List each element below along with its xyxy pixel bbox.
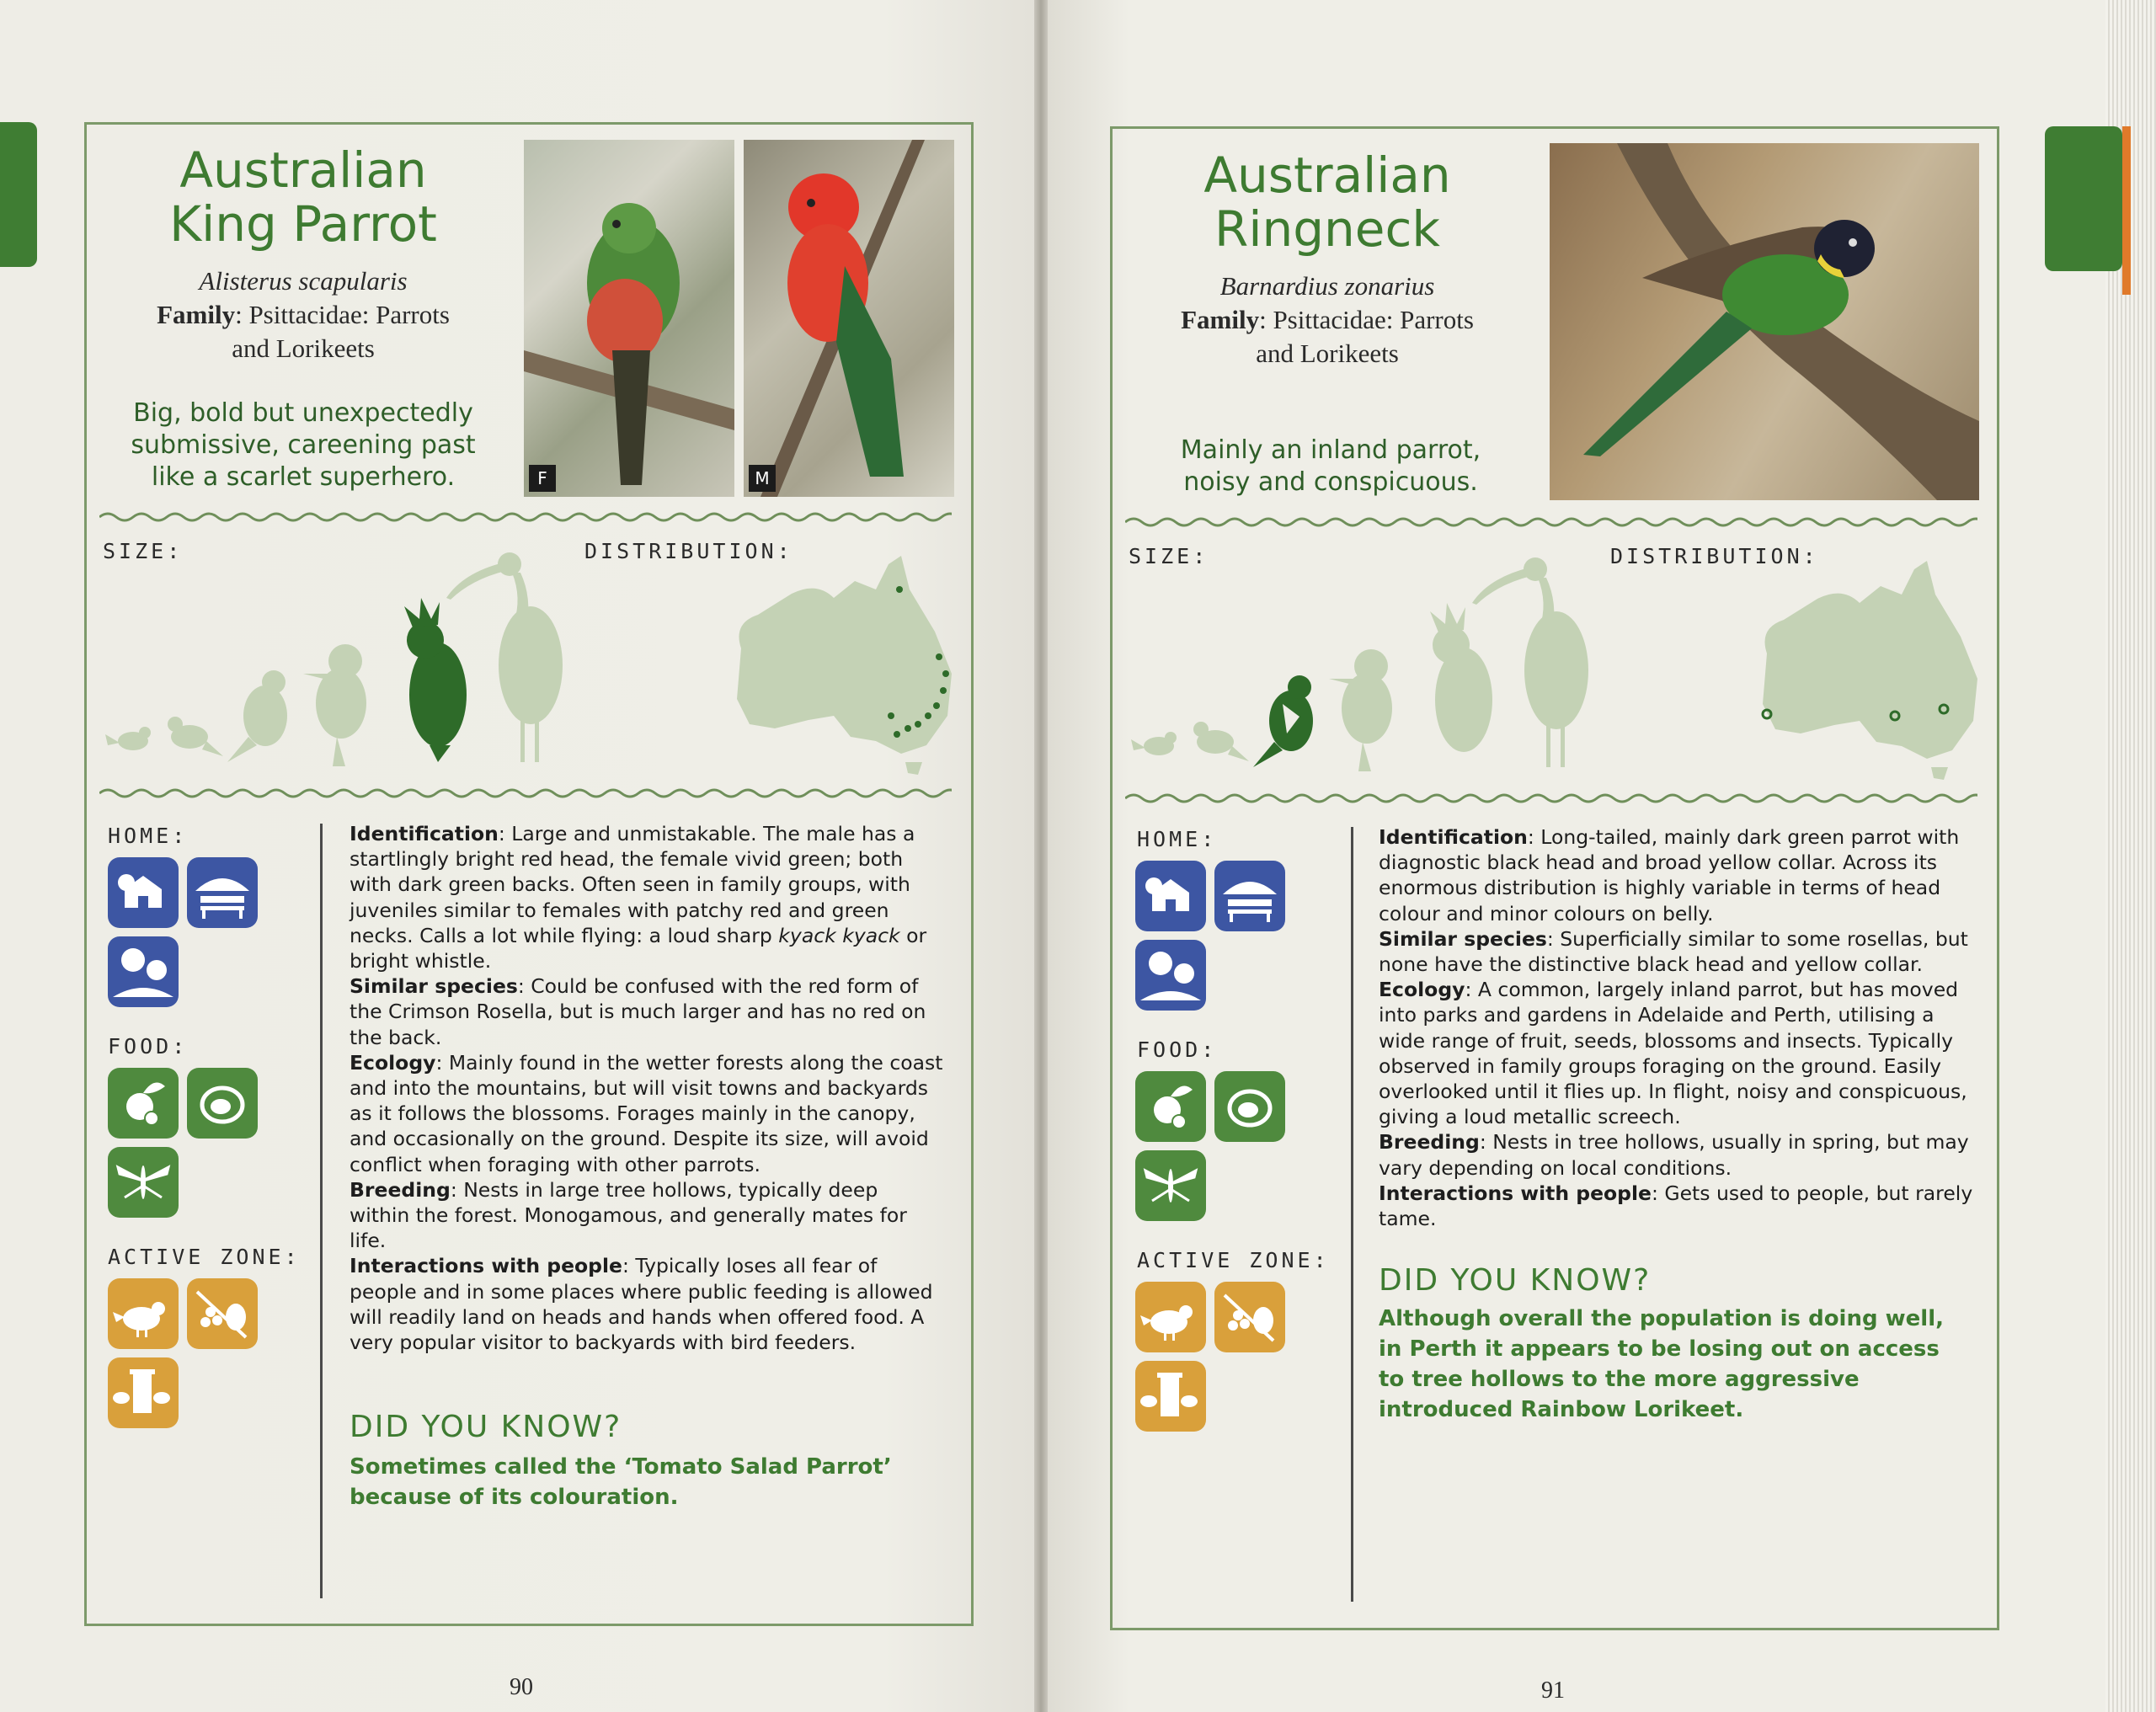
section-tab-left (0, 122, 37, 267)
canopy-berries-icon (1214, 1282, 1285, 1352)
king-parrot-male-illustration (744, 140, 954, 497)
wavy-divider-bottom (1125, 792, 1977, 805)
page-number-left: 90 (510, 1674, 533, 1700)
did-you-know-heading: DID YOU KNOW? (350, 1410, 622, 1444)
fruit-blossom-icon (1135, 1071, 1206, 1142)
woodland-icon (108, 936, 179, 1007)
silhouette-magpie-highlighted (1253, 675, 1313, 767)
house-garden-icon (1135, 861, 1206, 931)
distribution-map (707, 547, 960, 775)
seed-icon (187, 1068, 258, 1139)
taxonomy-block (101, 264, 505, 365)
canopy-berries-icon (187, 1278, 258, 1349)
title-line-1: Australian (1203, 147, 1451, 204)
book-gutter (1034, 0, 1048, 1712)
distribution-map (1733, 552, 1986, 780)
taxonomy-block (1125, 269, 1529, 371)
did-you-know-text: Sometimes called the ‘Tomato Salad Parrot’ because of its colouration. (350, 1454, 892, 1510)
wavy-divider-top (99, 510, 952, 524)
silhouette-finch (168, 717, 223, 756)
page-number-right: 91 (1541, 1677, 1565, 1704)
silhouette-cockatoo-highlighted (404, 598, 467, 762)
size-label: SIZE: (1129, 544, 1209, 568)
king-parrot-female-illustration (524, 140, 734, 497)
page-edge-color-marker (2122, 126, 2131, 295)
tagline: Mainly an inland parrot, noisy and conspicuous. (1180, 435, 1481, 497)
insect-icon (1135, 1150, 1206, 1221)
silhouette-finch (1193, 722, 1249, 761)
tagline: Big, bold but unexpectedly submissive, careening past like a scarlet superhero. (131, 398, 476, 492)
title-line-2: Ringneck (1214, 200, 1440, 258)
ringneck-illustration (1550, 143, 1979, 500)
park-bench-icon (1214, 861, 1285, 931)
ground-bird-icon (108, 1278, 179, 1349)
silhouette-ibis (1472, 557, 1588, 767)
identification-paragraph: Identification: Long-tailed, mainly dark green parrot with diagnostic black head and broad yellow collar. Across its enormous distribution is highly variable in terms of head colour and minor colours on belly. (1379, 825, 1960, 925)
silhouette-small-bird (1131, 732, 1177, 755)
title-line-2: King Parrot (169, 195, 437, 253)
silhouette-kookaburra (303, 644, 366, 766)
photo-male (744, 140, 954, 497)
bird-feeder-icon (108, 1357, 179, 1428)
column-divider (1351, 827, 1353, 1602)
species-description (350, 821, 943, 1355)
home-label: HOME: (108, 824, 189, 848)
ground-bird-icon (1135, 1282, 1206, 1352)
woodland-icon (1135, 940, 1206, 1011)
home-label: HOME: (1137, 827, 1218, 851)
silhouette-ibis (446, 552, 563, 762)
breeding-paragraph: Breeding: Nests in large tree hollows, typically deep within the forest. Monogamous, and generally mates for life. (350, 1177, 907, 1253)
did-you-know-heading: DID YOU KNOW? (1379, 1263, 1652, 1298)
column-divider (320, 824, 323, 1598)
photo-badge-male: M (749, 465, 776, 492)
species-title (1125, 148, 1529, 256)
food-label: FOOD: (108, 1034, 189, 1059)
scientific-name: Alisterus scapularis (199, 266, 408, 296)
size-label: SIZE: (103, 539, 184, 563)
photo-badge-female: F (529, 465, 556, 492)
identification-paragraph: Identification: Large and unmistakable. The male has a startlingly bright red head, the female vivid green; both with dark green backs. Often seen in family groups, with juveniles similar to females with patchy red and green necks. Calls a lot while flying: a loud sharp kyack kyack or bright whistle. (350, 822, 927, 973)
distribution-label: DISTRIBUTION: (584, 539, 793, 563)
distribution-label: DISTRIBUTION: (1610, 544, 1819, 568)
scientific-name: Barnardius zonarius (1219, 271, 1435, 301)
wavy-divider-top (1125, 515, 1977, 529)
family-value: : Psittacidae: Parrots (235, 300, 450, 329)
bird-feeder-icon (1135, 1361, 1206, 1432)
similar-species-paragraph: Similar species: Superficially similar to some rosellas, but none have the distinctive black head and yellow collar. (1379, 926, 1968, 977)
seed-icon (1214, 1071, 1285, 1142)
photo-female (524, 140, 734, 497)
ecology-paragraph: Ecology: A common, largely inland parrot, but has moved into parks and gardens in Adelaide and Perth, utilising a wide range of fruit, seeds, blossoms and insects. Typically observed in family groups foraging on the ground. Easily overlooked until it flies up. In flight, noisy and conspicuous, giving a loud metallic screech. (1379, 978, 1967, 1129)
family-value-line-2: and Lorikeets (1256, 339, 1399, 368)
wavy-divider-bottom (99, 787, 952, 800)
ecology-paragraph: Ecology: Mainly found in the wetter forests along the coast and into the mountains, but will visit towns and backyards as it follows the blossoms. Forages mainly in the canopy, and occasionally on the ground. Despite its size, will avoid conflict when foraging with other parrots. (350, 1050, 943, 1176)
active-zone-label: ACTIVE ZONE: (108, 1245, 301, 1269)
silhouette-cockatoo (1430, 603, 1492, 752)
similar-species-paragraph: Similar species: Could be confused with the red form of the Crimson Rosella, but is much larger and has no red on the back. (350, 974, 926, 1049)
active-zone-label: ACTIVE ZONE: (1137, 1248, 1330, 1272)
park-bench-icon (187, 857, 258, 928)
house-garden-icon (108, 857, 179, 928)
section-tab-right (2045, 126, 2122, 271)
size-comparison-silhouettes (1127, 552, 1598, 780)
interactions-paragraph: Interactions with people: Typically loses all fear of people and in some places where public feeding is allowed will readily land on heads and hands when offered food. A very popular visitor to backyards with bird feeders. (350, 1254, 933, 1355)
photo-ringneck (1550, 143, 1979, 500)
insect-icon (108, 1147, 179, 1218)
silhouette-kookaburra (1329, 649, 1392, 771)
silhouette-magpie (227, 670, 287, 762)
species-title (101, 143, 505, 251)
fruit-blossom-icon (108, 1068, 179, 1139)
family-value-line-2: and Lorikeets (232, 333, 375, 363)
species-description (1379, 824, 1978, 1231)
silhouette-small-bird (105, 727, 151, 750)
title-line-1: Australian (179, 141, 427, 199)
interactions-paragraph: Interactions with people: Gets used to people, but rarely tame. (1379, 1181, 1973, 1231)
family-label: Family (157, 300, 236, 329)
food-label: FOOD: (1137, 1037, 1218, 1062)
family-value: : Psittacidae: Parrots (1259, 305, 1474, 334)
did-you-know-text: Although overall the population is doing well, in Perth it appears to be losing out on access to tree hollows to the more aggressive introduced Rainbow Lorikeet. (1379, 1306, 1944, 1422)
size-comparison-silhouettes (101, 547, 573, 775)
family-label: Family (1181, 305, 1260, 334)
breeding-paragraph: Breeding: Nests in tree hollows, usually in spring, but may vary depending on local conditions. (1379, 1130, 1969, 1180)
